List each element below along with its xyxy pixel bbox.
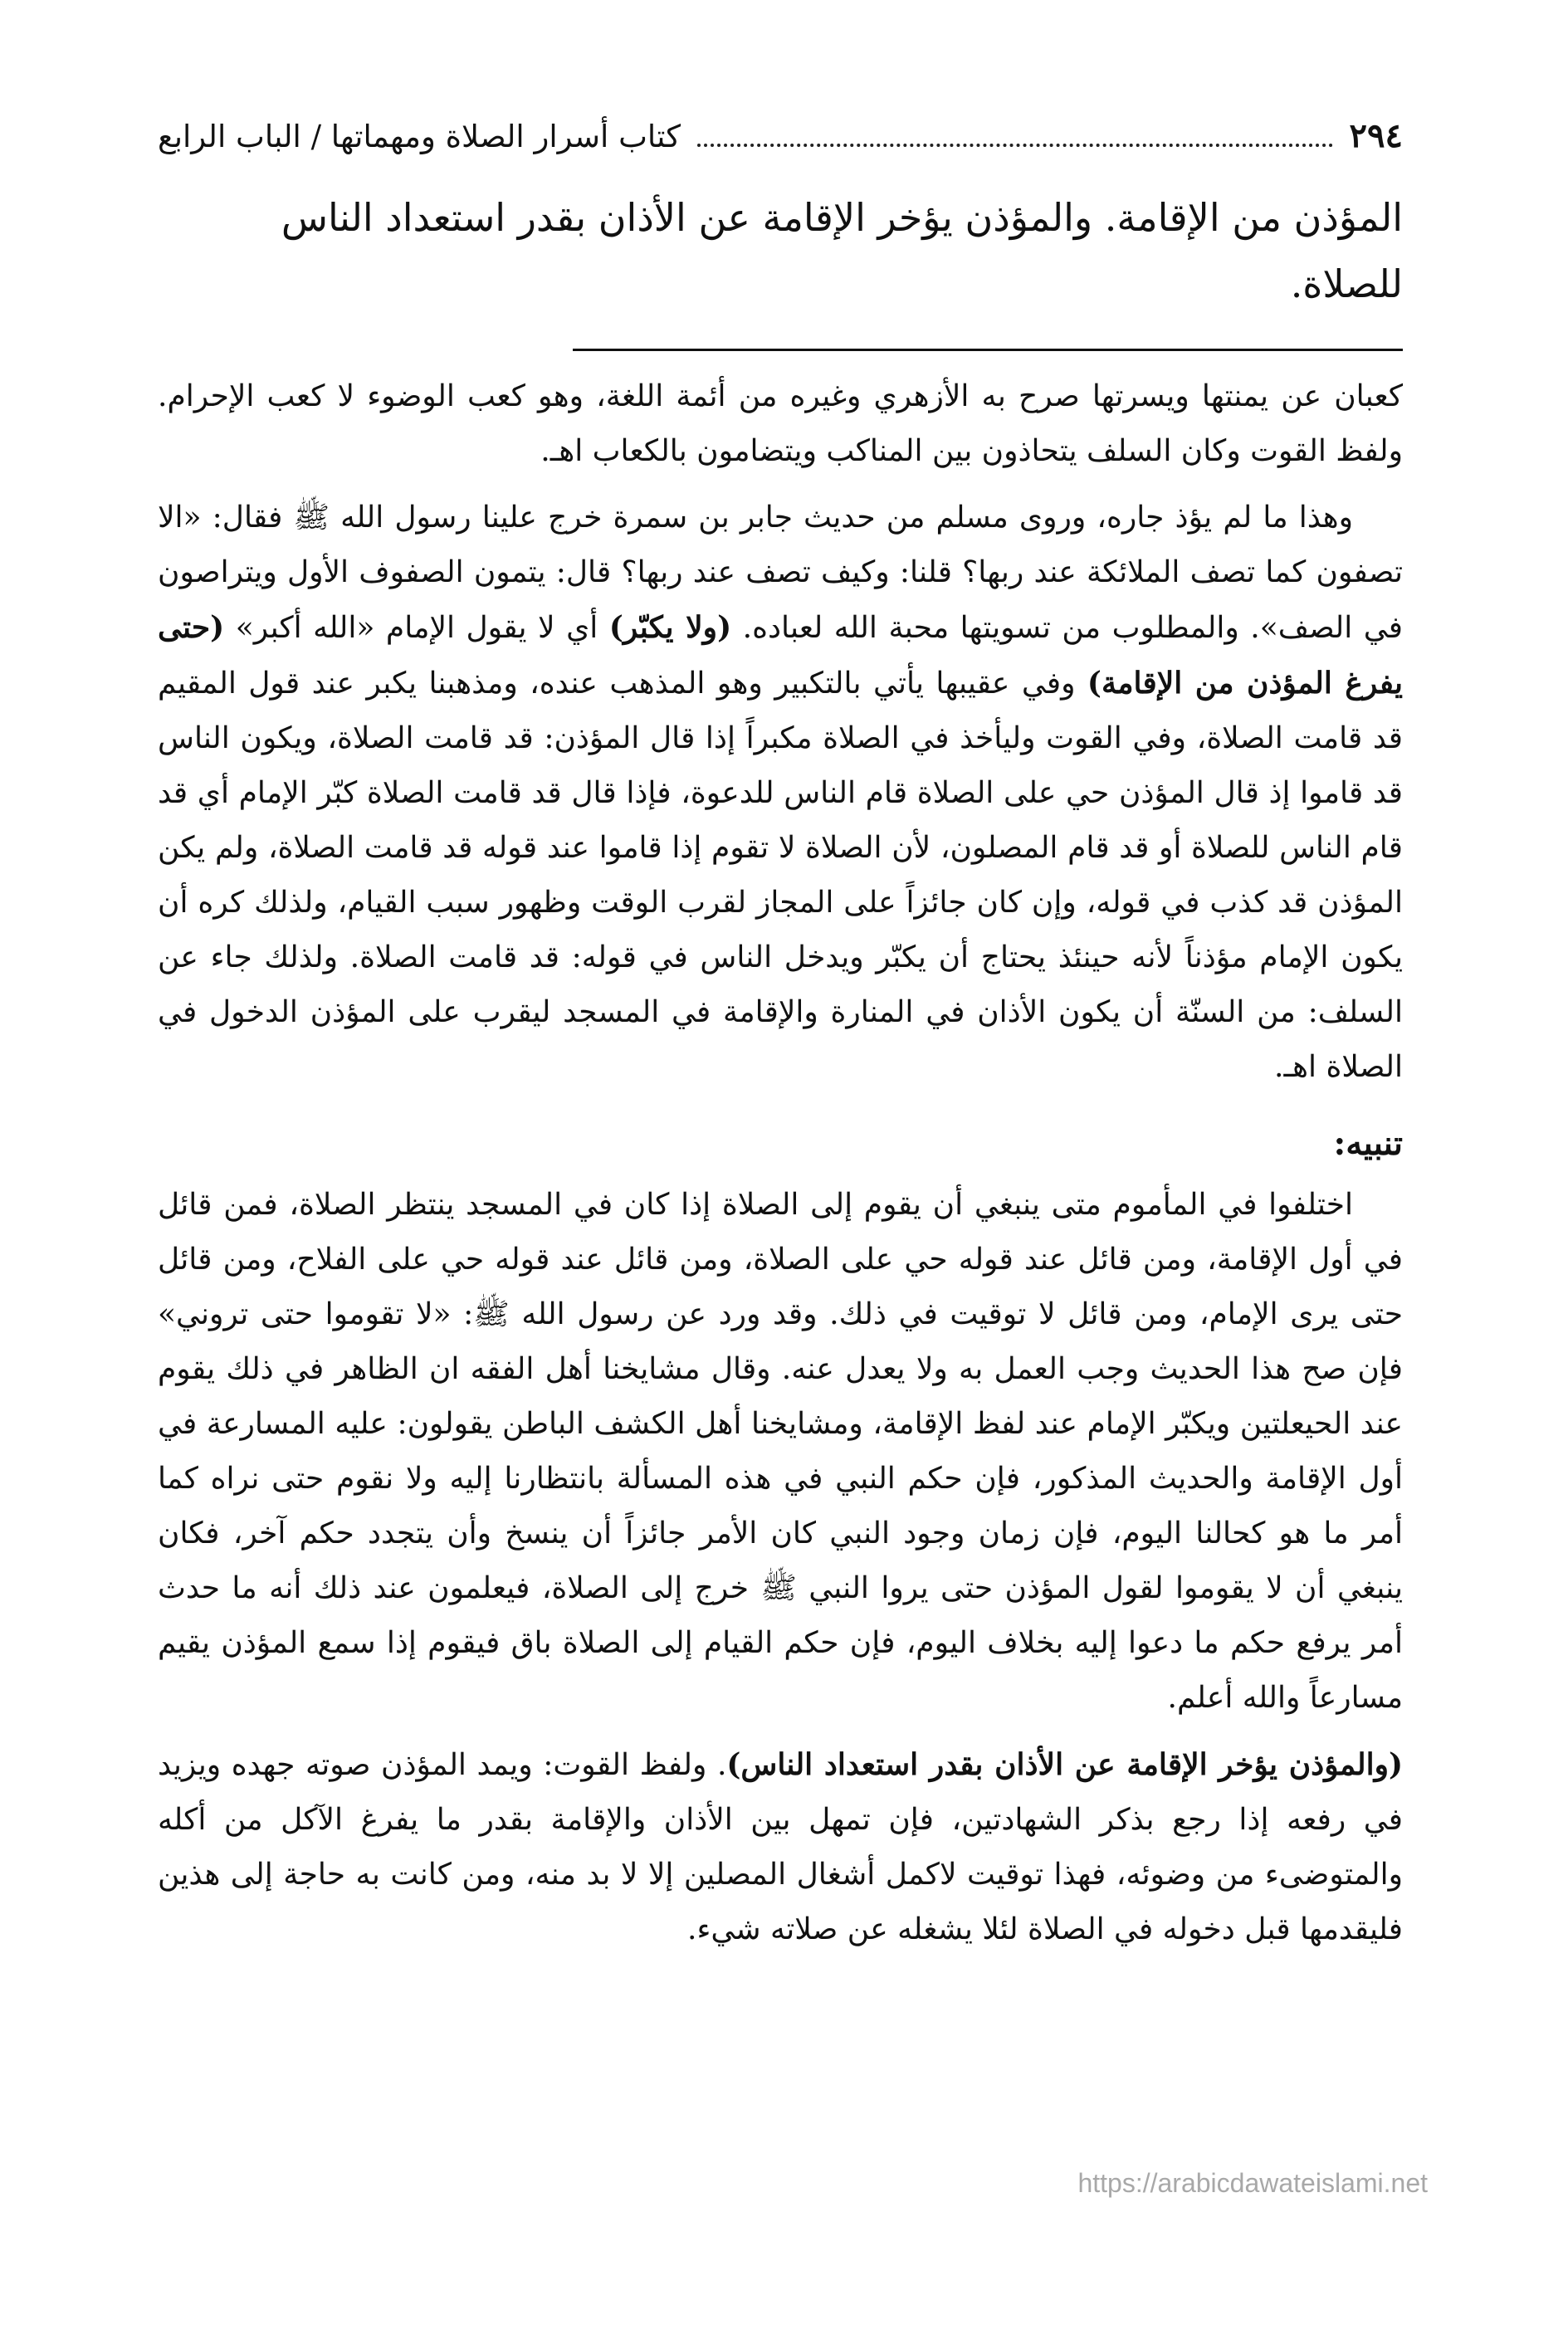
footnote-separator [573, 349, 1403, 351]
commentary-paragraph-2 [158, 491, 1403, 1095]
commentary-text: . ولفظ القوت: ويمد المؤذن صوته جهده ويزيد في رفعه إذا رجع بذكر الشهادتين، فإن تمهل بين الأذان والإقامة بقدر ما يفرغ الآكل من أكله والمتوضىء من وضوئه، فهذا توقيت لاكمل أشغال المصلين إلا لا بد منه، ومن كانت به حاجة إلى هذين فليقدمها قبل دخوله في الصلاة لئلا يشغله عن صلاته شيء. [158, 1748, 1403, 1946]
section-heading-tanbih: تنبيه: [1333, 1124, 1403, 1163]
commentary-text: وفي عقيبها يأتي بالتكبير وهو المذهب عنده، ومذهبنا يكبر عند قول المقيم قد قامت الصلاة، وفي القوت وليأخذ في الصلاة مكبراً إذا قال المؤذن: قد قامت الصلاة، ويكون الناس قد قاموا إذ قال المؤذن حي على الصلاة قام الناس للدعوة، فإذا قال قد قامت الصلاة كبّر الإمام أي قد قام الناس للصلاة أو قد قام المصلون، لأن الصلاة لا تقوم إذا قاموا عند قوله قد قامت الصلاة، ولم يكن المؤذن قد كذب في قوله، وإن كان جائزاً على المجاز لقرب الوقت وظهور سبب القيام، ولذلك كره أن يكون الإمام مؤذناً لأنه حينئذ يحتاج أن يكبّر ويدخل الناس في قوله: قد قامت الصلاة. ولذلك جاء عن السلف: من السنّة أن يكون الأذان في المنارة والإقامة في المسجد ليقرب على المؤذن الدخول في الصلاة اهـ. [158, 667, 1403, 1084]
book-page [158, 116, 1403, 1957]
watermark-url: https://arabicdawateislami.net [1077, 2168, 1428, 2198]
matn-quote: (والمؤذن يؤخر الإقامة عن الأذان بقدر استعداد الناس) [726, 1747, 1403, 1782]
running-title: كتاب أسرار الصلاة ومهماتها / الباب الرابع [158, 119, 681, 154]
header-dot-leader [697, 143, 1333, 147]
commentary-text: وهذا ما لم يؤذ جاره، وروى مسلم من حديث جابر بن سمرة خرج علينا رسول الله ﷺ فقال: «الا تصفون كما تصف الملائكة عند ربها؟ قلنا: وكيف تصف عند ربها؟ قال: يتمون الصفوف الأول ويتراصون في الصف». والمطلوب من تسويتها محبة الله لعباده. [158, 501, 1403, 645]
matn-text: المؤذن من الإقامة. والمؤذن يؤخر الإقامة عن الأذان بقدر استعداد الناس للصلاة. [281, 195, 1403, 306]
matn-quote: (حتى يفرغ المؤذن من الإقامة) [158, 610, 1403, 701]
running-header [158, 116, 1403, 174]
commentary-paragraph-3: اختلفوا في المأموم متى ينبغي أن يقوم إلى الصلاة إذا كان في المسجد ينتظر الصلاة، فمن قائل في أول الإقامة، ومن قائل عند قوله حي على الصلاة، ومن قائل عند قوله حي على الفلاح، ومن قائل حتى يرى الإمام، ومن قائل لا توقيت في ذلك. وقد ورد عن رسول الله ﷺ: «لا تقوموا حتى تروني» فإن صح هذا الحديث وجب العمل به ولا يعدل عنه. وقال مشايخنا أهل الفقه ان الظاهر في ذلك يقوم عند الحيعلتين ويكبّر الإمام عند لفظ الإقامة، ومشايخنا أهل الكشف الباطن يقولون: عليه المسارعة في أول الإقامة والحديث المذكور، فإن حكم النبي في هذه المسألة بانتظارنا إليه ولا نقوم حتى نراه كما أمر ما هو كحالنا اليوم، فإن زمان وجود النبي كان الأمر جائزاً أن ينسخ وأن يتجدد حكم آخر، فكان ينبغي أن لا يقوموا لقول المؤذن حتى يروا النبي ﷺ خرج إلى الصلاة، فيعلمون عند ذلك أنه ما حدث أمر يرفع حكم ما دعوا إليه بخلاف اليوم، فإن حكم القيام إلى الصلاة باق فيقوم إذا سمع المؤذن يقيم مسارعاً والله أعلم. [158, 1188, 1403, 1715]
commentary-text: أي لا يقول الإمام «الله أكبر» [235, 611, 598, 645]
matn-quote: (ولا يكبّر) [608, 610, 732, 645]
commentary-paragraph-1: كعبان عن يمنتها ويسرتها صرح به الأزهري وغيره من أئمة اللغة، وهو كعب الوضوء لا كعب الإحرام. ولفظ القوت وكان السلف يتحاذون بين المناكب ويتضامون بالكعاب اهـ. [158, 379, 1403, 468]
page-number: ٢٩٤ [1349, 116, 1403, 155]
commentary-paragraph-4 [158, 1737, 1403, 1957]
